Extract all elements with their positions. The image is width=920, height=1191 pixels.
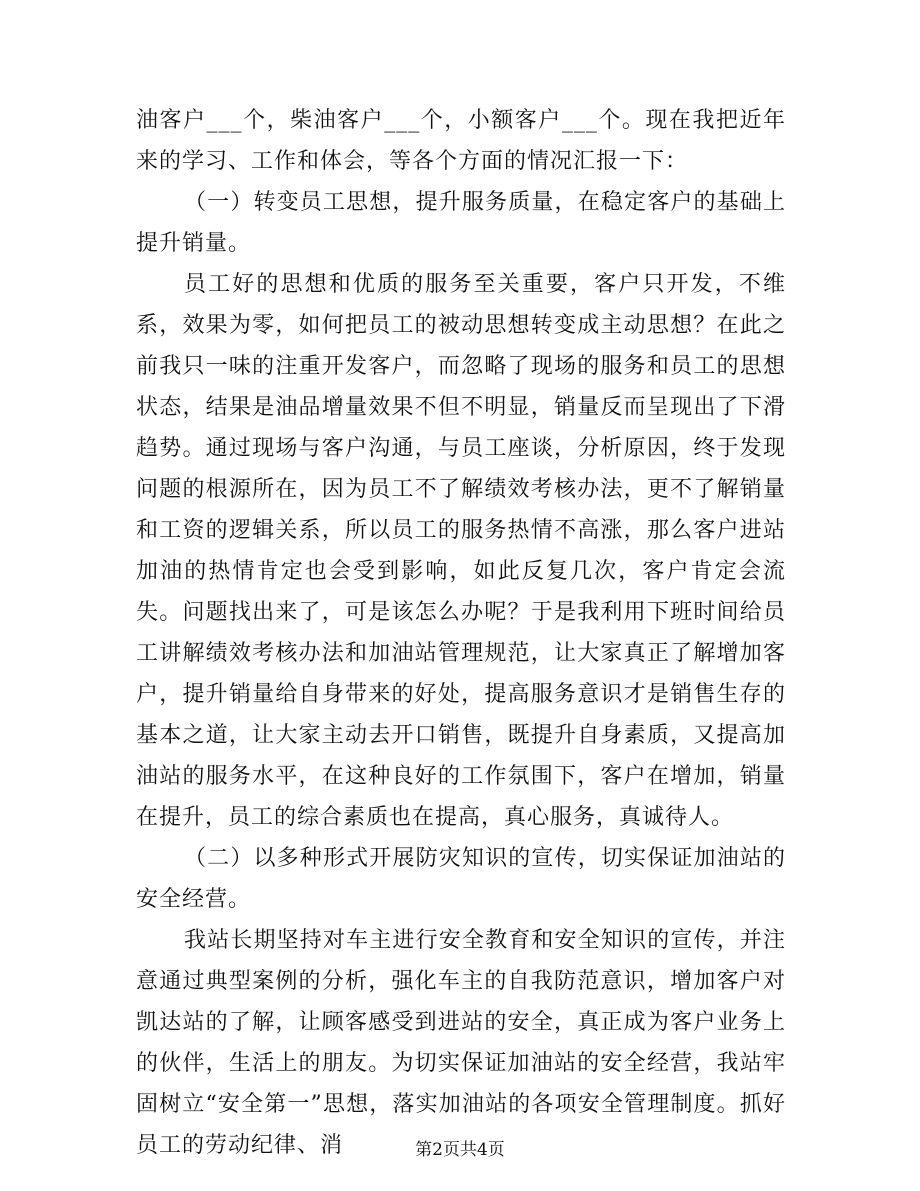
section-heading-2: （二）以多种形式开展防灾知识的宣传，切实保证加油站的安全经营。	[136, 846, 786, 912]
section-heading-1: （一）转变员工思想，提升服务质量，在稳定客户的基础上提升销量。	[136, 190, 786, 256]
paragraph-continuation: 油客户___个，柴油客户___个，小额客户___个。现在我把近年来的学习、工作和体会，等各个方面的情况汇报一下：	[136, 108, 786, 174]
paragraph-employee-service: 员工好的思想和优质的服务至关重要，客户只开发，不维系，效果为零，如何把员工的被动思想转变成主动思想？在此之前我只一味的注重开发客户，而忽略了现场的服务和员工的思想状态，结果是油品增量效果不但不明显，销量反而呈现出了下滑趋势。通过现场与客户沟通，与员工座谈，分析原因，终于发现问题的根源所在，因为员工不了解绩效考核办法，更不了解销量和工资的逻辑关系，所以员工的服务热情不高涨，那么客户进站加油的热情肯定也会受到影响，如此反复几次，客户肯定会流失。问题找出来了，可是该怎么办呢？于是我利用下班时间给员工讲解绩效考核办法和加油站管理规范，让大家真正了解增加客户，提升销量给自身带来的好处，提高服务意识才是销售生存的基本之道，让大家主动去开口销售，既提升自身素质，又提高加油站的服务水平，在这种良好的工作氛围下，客户在增加，销量在提升，员工的综合素质也在提高，真心服务，真诚待人。	[136, 272, 786, 830]
paragraph-safety-education: 我站长期坚持对车主进行安全教育和安全知识的宣传，并注意通过典型案例的分析，强化车主的自我防范意识，增加客户对凯达站的了解，让顾客感受到进站的安全，真正成为客户业务上的伙伴，生活上的朋友。为切实保证加油站的安全经营，我站牢固树立“安全第一”思想，落实加油站的各项安全管理制度。抓好员工的劳动纪律、消	[136, 928, 786, 1158]
document-body	[136, 100, 786, 1166]
page-number-footer: 第2页共4页	[415, 1140, 505, 1160]
